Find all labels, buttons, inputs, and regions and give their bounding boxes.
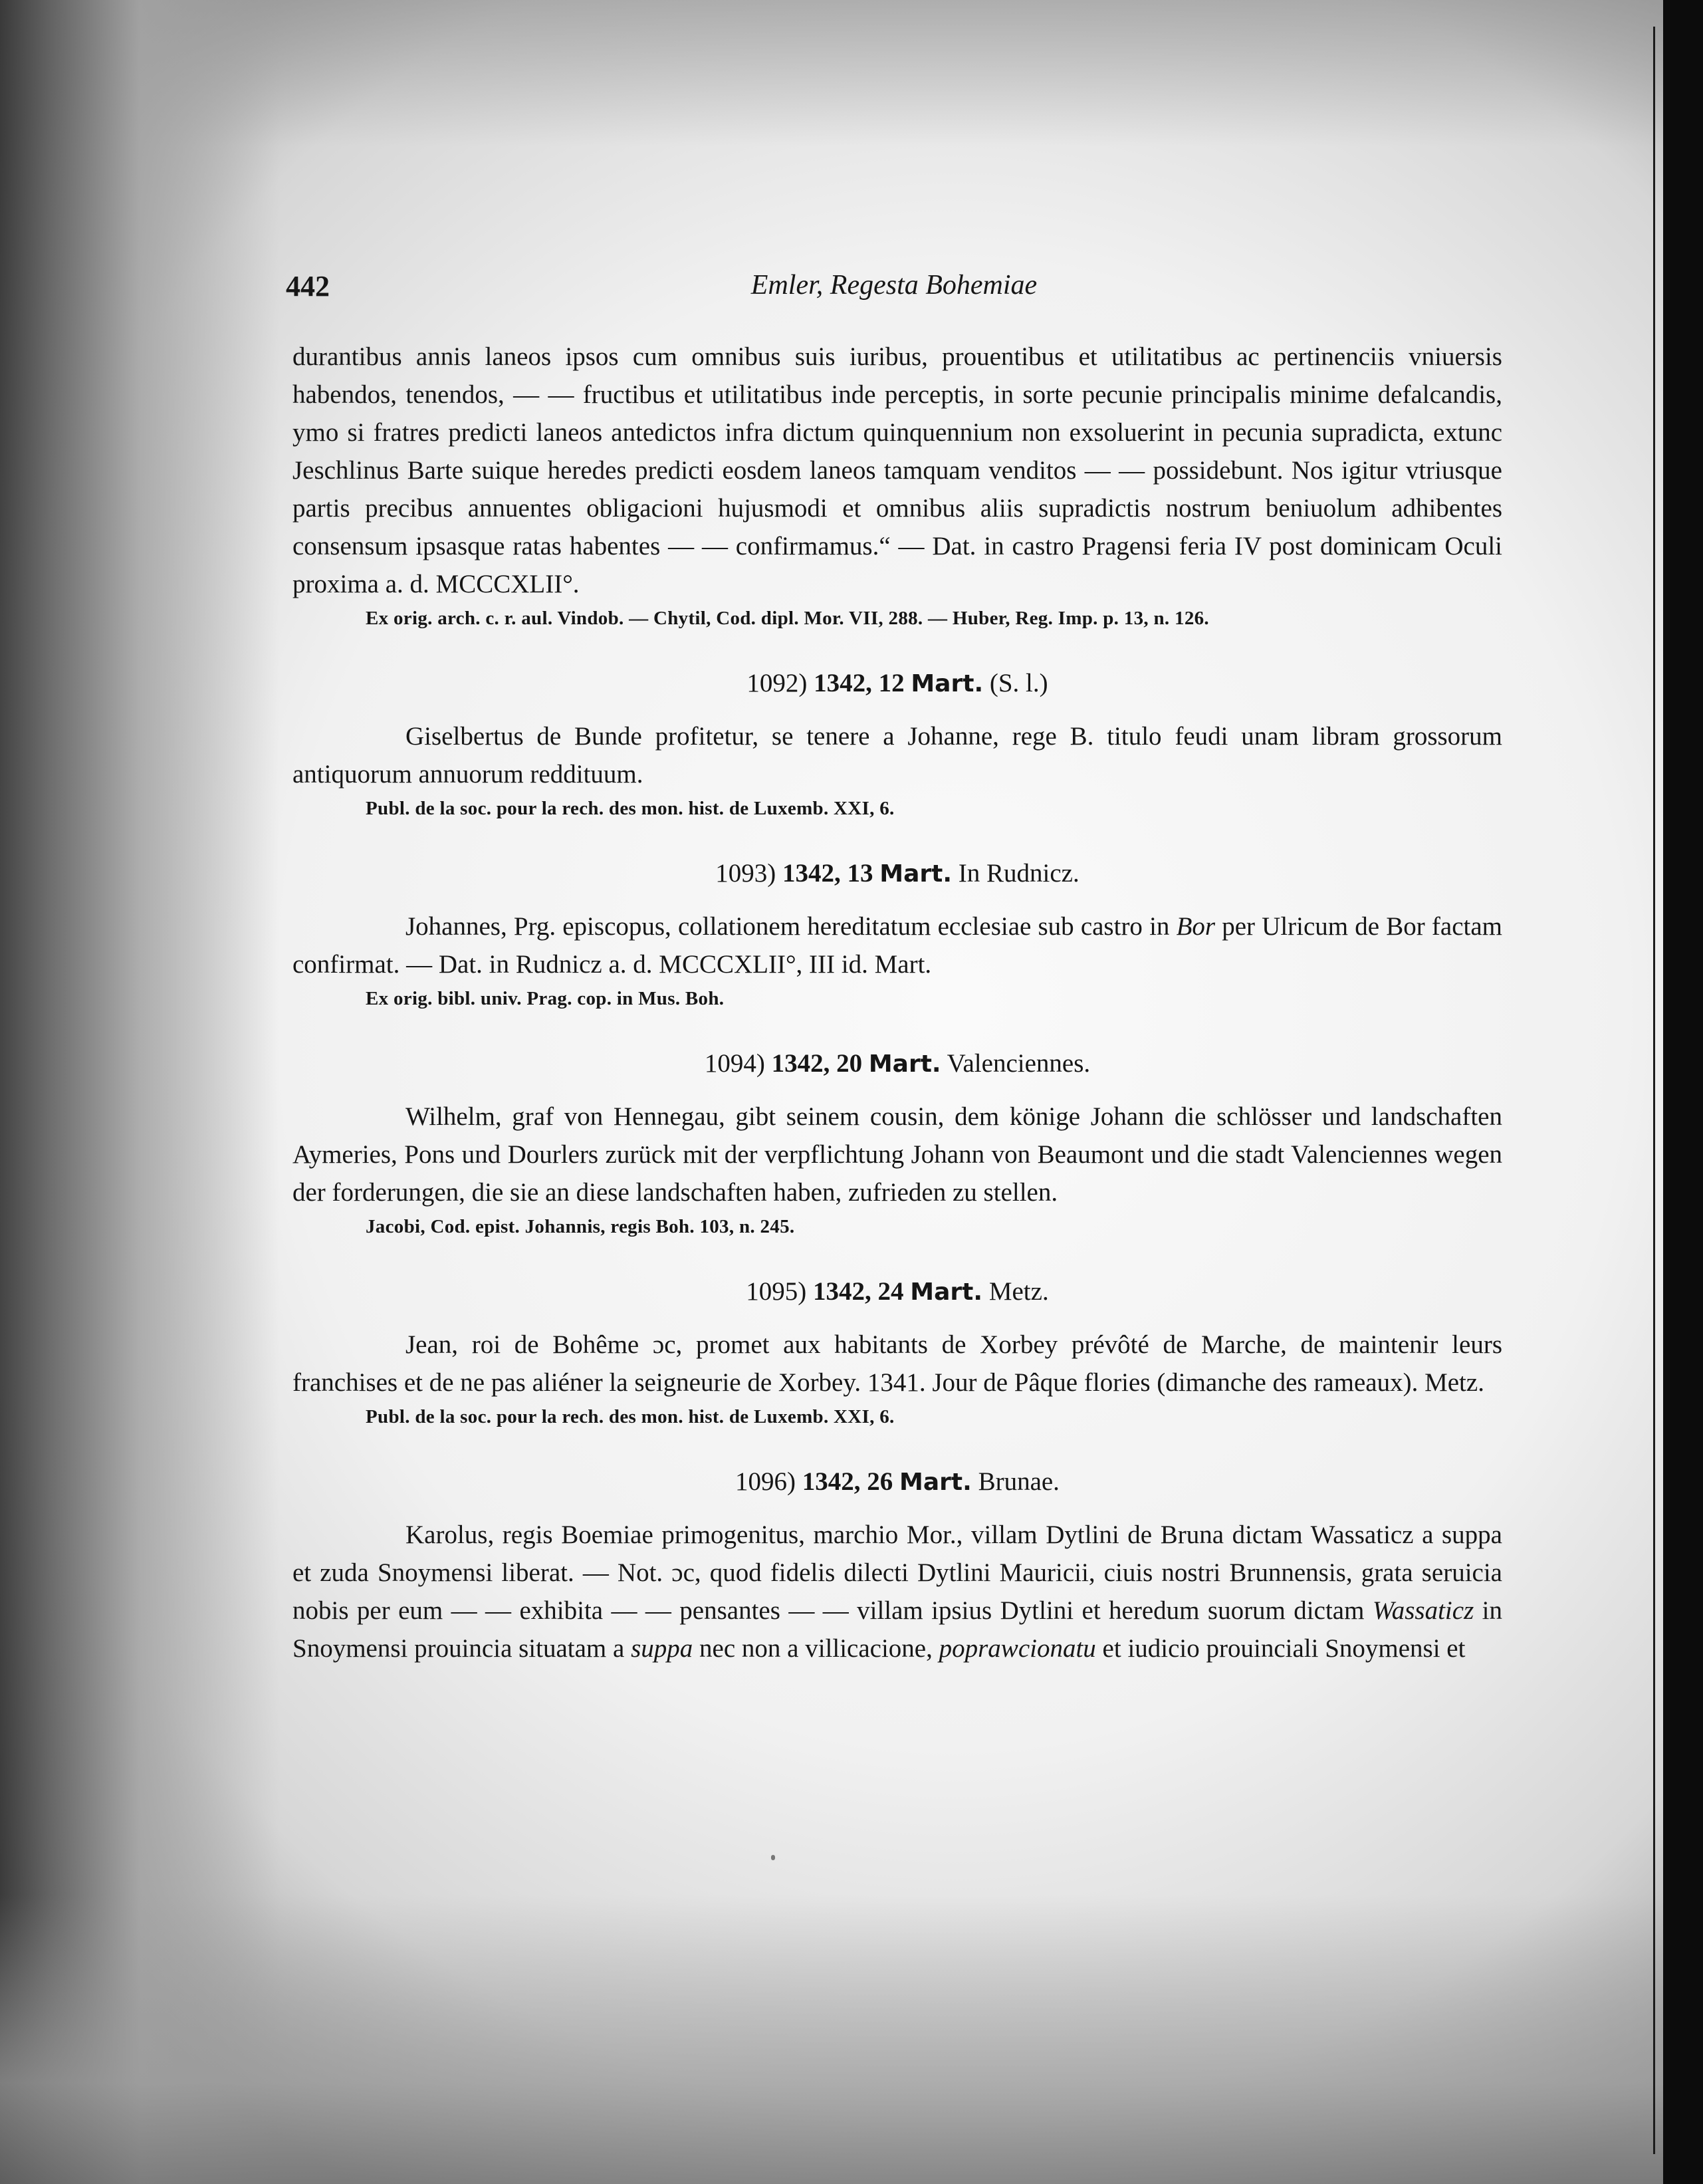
entry-place: In Rudnicz. bbox=[958, 859, 1079, 888]
entry-text-part: Karolus, regis Boemiae primogenitus, marchio Mor., villam Dytlini de Bruna dictam Wassaticz a suppa et zuda Snoymensi liberat. — Not. ɔc, quod fidelis dilecti Dytlini Mauricii, ciuis nostri Brunnensis, grata seruicia nobis per eum — — exhibita — — pensantes — — villam ipsius Dytlini et heredum suorum dictam bbox=[292, 1520, 1502, 1625]
entry-date: 1342, 24 bbox=[813, 1277, 904, 1306]
entry-text-italic: suppa bbox=[631, 1634, 693, 1663]
entry-text bbox=[292, 908, 1502, 983]
entry-text-part: Johannes, Prg. episcopus, collationem hereditatum ecclesiae sub castro in bbox=[405, 912, 1177, 941]
continuation-source: Ex orig. arch. c. r. aul. Vindob. — Chytil, Cod. dipl. Mor. VII, 288. — Huber, Reg. Imp. p. 13, n. 126. bbox=[366, 608, 1209, 629]
entry-number: 1095) bbox=[746, 1277, 807, 1306]
entry-heading bbox=[292, 854, 1502, 893]
page-content bbox=[292, 338, 1502, 1667]
entry-month: Mart. bbox=[899, 1469, 972, 1496]
entry-number: 1093) bbox=[715, 859, 776, 888]
entry-place: (S. l.) bbox=[989, 669, 1048, 697]
entry-place: Valenciennes. bbox=[947, 1049, 1091, 1078]
entry-source: Ex orig. bibl. univ. Prag. cop. in Mus. Boh. bbox=[366, 988, 725, 1009]
entry-date: 1342, 20 bbox=[771, 1049, 863, 1078]
entry-1094 bbox=[292, 1044, 1502, 1242]
running-title: Emler, Regesta Bohemiae bbox=[750, 270, 1038, 301]
entry-date: 1342, 13 bbox=[782, 859, 873, 888]
entry-heading bbox=[292, 664, 1502, 703]
entry-text: Jean, roi de Bohême ɔc, promet aux habitants de Xorbey prévôté de Marche, de maintenir leurs franchises et de ne pas aliéner la seigneurie de Xorbey. 1341. Jour de Pâque flories (dimanche des rameaux). Metz. bbox=[292, 1330, 1502, 1397]
entry-month: Mart. bbox=[910, 1278, 983, 1306]
entry-text: Giselbertus de Bunde profitetur, se tenere a Johanne, rege B. titulo feudi unam libram grossorum antiquorum annuorum reddituum. bbox=[292, 722, 1502, 789]
entry-number: 1092) bbox=[746, 669, 808, 697]
continuation-text: durantibus annis laneos ipsos cum omnibus suis iuribus, prouentibus et utilitatibus ac pertinenciis vniuersis habendos, tenendos, — — fructibus et utilitatibus inde perceptis, in sorte pecunie principalis minime defalcandis, ymo si fratres predicti laneos antedictos infra dictum quinquennium non exsoluerint in pecunia supradicta, extunc Jeschlinus Barte suique heredes predicti eosdem laneos tamquam venditos — — possidebunt. Nos igitur vtriusque partis precibus annuentes obligacioni hujusmodi et omnibus aliis supradictis nostrum beniuolum adhibentes consensum ipsasque ratas habentes — — confirmamus.“ — Dat. in castro Pragensi feria IV post dominicam Oculi proxima a. d. MCCCXLII°. bbox=[292, 342, 1502, 598]
entry-continuation bbox=[292, 338, 1502, 634]
entry-place: Brunae. bbox=[978, 1467, 1060, 1496]
entry-text-italic: poprawcionatu bbox=[939, 1634, 1096, 1663]
entry-text: Wilhelm, graf von Hennegau, gibt seinem cousin, dem könige Johann die schlösser und landschaften Aymeries, Pons und Dourlers zurück mit der verpflichtung Johann von Beaumont und die stadt Valenciennes wegen der forderungen, die sie an diese landschaften haben, zufrieden zu stellen. bbox=[292, 1102, 1502, 1207]
entry-text-part: in Snoymensi prouincia situatam a bbox=[292, 1596, 1502, 1663]
entry-heading bbox=[292, 1044, 1502, 1083]
page-number: 442 bbox=[286, 270, 330, 303]
page-header bbox=[286, 269, 1502, 309]
entry-source: Publ. de la soc. pour la rech. des mon. hist. de Luxemb. XXI, 6. bbox=[366, 1406, 895, 1427]
entry-1092 bbox=[292, 664, 1502, 824]
entry-number: 1094) bbox=[704, 1049, 765, 1078]
entry-source: Jacobi, Cod. epist. Johannis, regis Boh. 103, n. 245. bbox=[366, 1216, 795, 1237]
entry-text-part: nec non a villicacione, bbox=[693, 1634, 939, 1663]
entry-1096 bbox=[292, 1463, 1502, 1667]
entry-month: Mart. bbox=[879, 860, 953, 888]
entry-place: Metz. bbox=[988, 1277, 1049, 1306]
entry-text-part: per Ulricum de Bor factam confirmat. — Dat. in Rudnicz a. d. MCCCXLII°, III id. Mart. bbox=[292, 912, 1502, 979]
entry-heading bbox=[292, 1273, 1502, 1311]
entry-date: 1342, 12 bbox=[814, 669, 905, 697]
entry-date: 1342, 26 bbox=[802, 1467, 893, 1496]
entry-source: Publ. de la soc. pour la rech. des mon. hist. de Luxemb. XXI, 6. bbox=[366, 798, 895, 819]
entry-1095 bbox=[292, 1273, 1502, 1432]
entry-text-part: et iudicio prouinciali Snoymensi et bbox=[1095, 1634, 1466, 1663]
printer-mark bbox=[771, 1855, 775, 1860]
entry-month: Mart. bbox=[868, 1050, 941, 1078]
entry-1093 bbox=[292, 854, 1502, 1014]
entry-text bbox=[292, 1516, 1502, 1667]
entry-heading bbox=[292, 1463, 1502, 1501]
entry-text-italic: Bor bbox=[1176, 912, 1216, 941]
entry-text-italic: Wassaticz bbox=[1372, 1596, 1474, 1625]
entry-number: 1096) bbox=[735, 1467, 796, 1496]
entry-month: Mart. bbox=[911, 670, 984, 697]
